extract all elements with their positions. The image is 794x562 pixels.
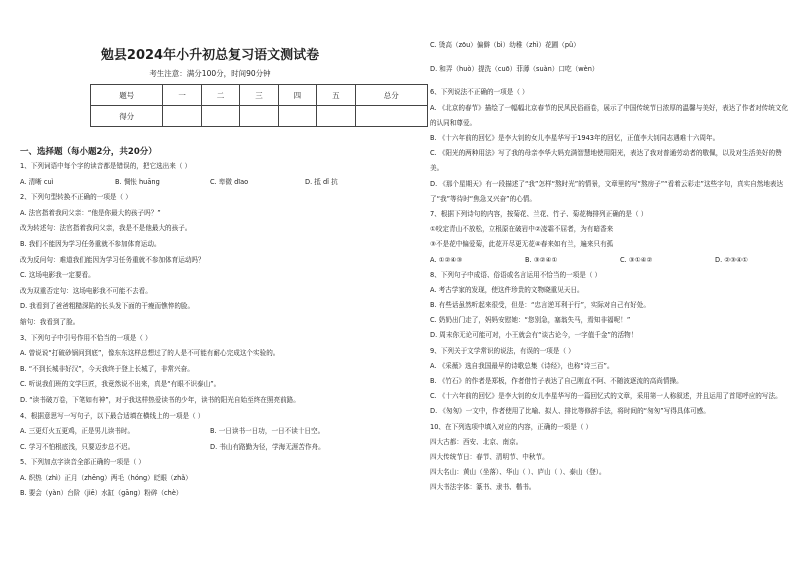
option-row bbox=[20, 175, 400, 191]
option-line: B. 《竹石》的作者是郑板，作者借竹子表达了自己刚直不阿、不随波逐流的高尚情操。 bbox=[430, 377, 683, 386]
option-line: 改为反问句：难道我们能因为学习任务重就不参加体育运动吗？ bbox=[20, 255, 205, 264]
option-line: D. 《匆匆》一文中，作者使用了比喻、拟人、排比等修辞手法，将时间的“匆匆”写得具体可感。 bbox=[430, 407, 710, 416]
score-row-label: 得分 bbox=[91, 106, 163, 127]
poem-line: ①咬定青山不放松，立根原在破岩中②凌霜不屈者，为有暗香来 bbox=[430, 225, 614, 234]
right-column bbox=[430, 38, 794, 496]
question-stem: 5、下列加点字读音全部正确的一项是（ ） bbox=[20, 458, 145, 467]
score-cell bbox=[163, 106, 201, 127]
option: D. 书山有路勤为径，学海无涯苦作舟。 bbox=[210, 442, 325, 451]
option: A. 三更灯火五更鸡，正是男儿读书时。 bbox=[20, 427, 135, 436]
question-stem: 8、下列句子中成语、俗语或名言运用不恰当的一项是（ ） bbox=[430, 270, 602, 279]
option-line: A. 曾说说“打破砂锅问到底”，像东东这样总想过了的人是不可能有耐心完成这个实验的。 bbox=[20, 349, 280, 358]
option-line: D. 我看到了爸爸粗糙深陷的长头发下面的干瘦而憔悴的脸。 bbox=[20, 302, 195, 311]
option-line: 四大书法字体：篆书、隶书、楷书。 bbox=[430, 483, 536, 492]
option: D. ②③④① bbox=[715, 255, 748, 264]
exam-notice: 考生注意：满分100分，时间90分钟 bbox=[149, 69, 271, 78]
score-table bbox=[90, 84, 428, 127]
score-cell bbox=[355, 106, 427, 127]
score-cell bbox=[317, 106, 355, 127]
option-line: C. 这场电影我一定要看。 bbox=[20, 271, 95, 280]
question-stem: 3、下列句子中引号作用不恰当的一项是（ ） bbox=[20, 333, 152, 342]
question-stem: 7、根据下列诗句的内容，按菊花、兰花、竹子、菊花梅排列正确的是（ ） bbox=[430, 209, 648, 218]
option-line: A. 《采薇》选自我国最早的诗歌总集《诗经》，也称“诗三百”。 bbox=[430, 361, 614, 370]
option-line: A. 《北京的春节》描绘了一幅幅北京春节的民风民俗画卷，展示了中国传统节日浓厚的温馨与美好，表达了作者对传统文化的认同和尊爱。 bbox=[430, 103, 789, 127]
option-line: A. 法官指着我问父亲：“他是你最大的孩子吗？” bbox=[20, 208, 161, 217]
option-line: B. “不到长城非好汉”，今天我终于登上长城了，非常兴奋。 bbox=[20, 364, 194, 373]
option-row bbox=[430, 253, 794, 268]
option-line: 改为双重否定句：这场电影我不可能不去看。 bbox=[20, 286, 152, 295]
question-stem: 6、下列说法不正确的一项是（ ） bbox=[430, 88, 529, 97]
score-cell bbox=[201, 106, 239, 127]
option: A. ①②④③ bbox=[430, 255, 463, 264]
option: C. 卑微 dīao bbox=[210, 177, 249, 186]
option-line: 缩句：我看到了脸。 bbox=[20, 317, 80, 326]
option-line: 四大名山：黄山（坐落）、华山（ ）、庐山（ ）、泰山（登）。 bbox=[430, 468, 606, 477]
section-heading: 一、选择题（每小题2分，共20分） bbox=[20, 147, 157, 157]
option-line: D. 周末你无论可能可对，小王就会有“谈古论今，一字值千金”的活物！ bbox=[430, 331, 638, 340]
option-line: C. 《十六年前的回忆》是李大钊的女儿李星华写的一篇回忆式的文章，采用第一人称叙述，并且运用了首尾呼应的写法。 bbox=[430, 392, 782, 401]
option-line: C. 奶奶出门走了，妈妈安慰她：“您别急，塞翁失马，焉知非福呢！” bbox=[430, 316, 631, 325]
option-line: C. 《阳光的两种用法》写了我的母亲李华大妈充满智慧地使用阳光，表达了我对普通劳动者的敬佩，以及对生活美好的赞美。 bbox=[430, 149, 782, 173]
page-title: 勉县2024年小升初总复习语文测试卷 bbox=[100, 48, 320, 63]
score-table-row bbox=[91, 106, 428, 127]
option: D. 抵 dǐ 抗 bbox=[305, 177, 338, 186]
option: C. ③①④② bbox=[620, 255, 653, 264]
option-line: B. 《十六年前的回忆》是李大钊的女儿李星华写于1943年的回忆，正值李大钊同志遇难十六周年。 bbox=[430, 133, 720, 142]
option-line: D. “读书破万卷，下笔如有神”，对于我这样热爱读书的少年，读书的阳光自始至终在照亮前路。 bbox=[20, 395, 300, 404]
option-line: C. 听说我们班的文学巨匠，我竟然说不出来，真是“有眼不识泰山”。 bbox=[20, 380, 221, 389]
score-header-cell: 二 bbox=[201, 85, 239, 106]
question-stem: 10、在下列选项中填入对应的内容，正确的一项是（ ） bbox=[430, 422, 593, 431]
score-header-cell: 题号 bbox=[91, 85, 163, 106]
option-line: B. 有些话虽然听起来很受，但是：“忠言逆耳利于行”，实际对自己有好处。 bbox=[430, 301, 650, 310]
score-header-cell: 四 bbox=[278, 85, 316, 106]
option: B. 惆怅 huāng bbox=[115, 177, 160, 186]
poem-line: ③不是花中偏爱菊，此花开尽更无花④春来如有兰，遍来只有孤 bbox=[430, 240, 614, 249]
option-line: C. 烫高（zōu）偏僻（bì）幼稚（zhì）花圃（pǔ） bbox=[430, 41, 580, 49]
option: B. ③②④① bbox=[525, 255, 558, 264]
score-cell bbox=[240, 106, 278, 127]
question-stem: 4、根据意思写一写句子，以下最合适填在横线上的一项是（ ） bbox=[20, 411, 205, 420]
option-line: A. 织热（zhì）正月（zhēng）两毛（hóng）眨眼（zhǎ） bbox=[20, 473, 192, 482]
option-line: 改为转述句：法官指着我问父亲，我是不是他最大的孩子。 bbox=[20, 224, 192, 233]
option-line: B. 要会（yàn）台阶（jiē）水缸（gāng）粉碎（chè） bbox=[20, 489, 183, 498]
option-line: 四大古都：西安、北京、南京。 bbox=[430, 437, 523, 446]
option-row bbox=[20, 424, 400, 440]
option: B. 一日读书一日功，一日不读十日空。 bbox=[210, 427, 325, 436]
option-row bbox=[20, 440, 400, 456]
option-line: B. 我们不能因为学习任务重就不参加体育运动。 bbox=[20, 239, 161, 248]
option-line: D. 和弄（huò）提洗（cuō）菲薄（suàn）口吃（wèn） bbox=[430, 65, 599, 74]
score-header-cell: 三 bbox=[240, 85, 278, 106]
option-line: D. 《那个星期天》有一段描述了“我”怎样“熬时光”的情景，文章里的写“熬房子”“看着云彩走”这些字句，真实自然地表达了“我”等待时“焦急又兴奋”的心情。 bbox=[430, 179, 784, 203]
score-cell bbox=[278, 106, 316, 127]
score-header-cell: 总分 bbox=[355, 85, 427, 106]
option: C. 学习不怕根底浅，只要迈步总不迟。 bbox=[20, 442, 135, 451]
option-line: 四大传统节日：春节、清明节、中秋节。 bbox=[430, 453, 549, 461]
question-stem: 9、下列关于文学常识的说法，有误的一项是（ ） bbox=[430, 346, 575, 355]
question-stem: 2、下列句型转换不正确的一项是（ ） bbox=[20, 193, 132, 202]
score-header-cell: 五 bbox=[317, 85, 355, 106]
question-stem: 1、下列词语中每个字的读音都是错误的，把它选出来（ ） bbox=[20, 162, 192, 170]
score-table-header-row bbox=[91, 85, 428, 106]
option-line: A. 考古学家的发现，使这件珍贵的文物晓重见天日。 bbox=[430, 285, 584, 294]
option: A. 清晰 cuì bbox=[20, 177, 54, 186]
left-column bbox=[20, 0, 400, 502]
score-header-cell: 一 bbox=[163, 85, 201, 106]
